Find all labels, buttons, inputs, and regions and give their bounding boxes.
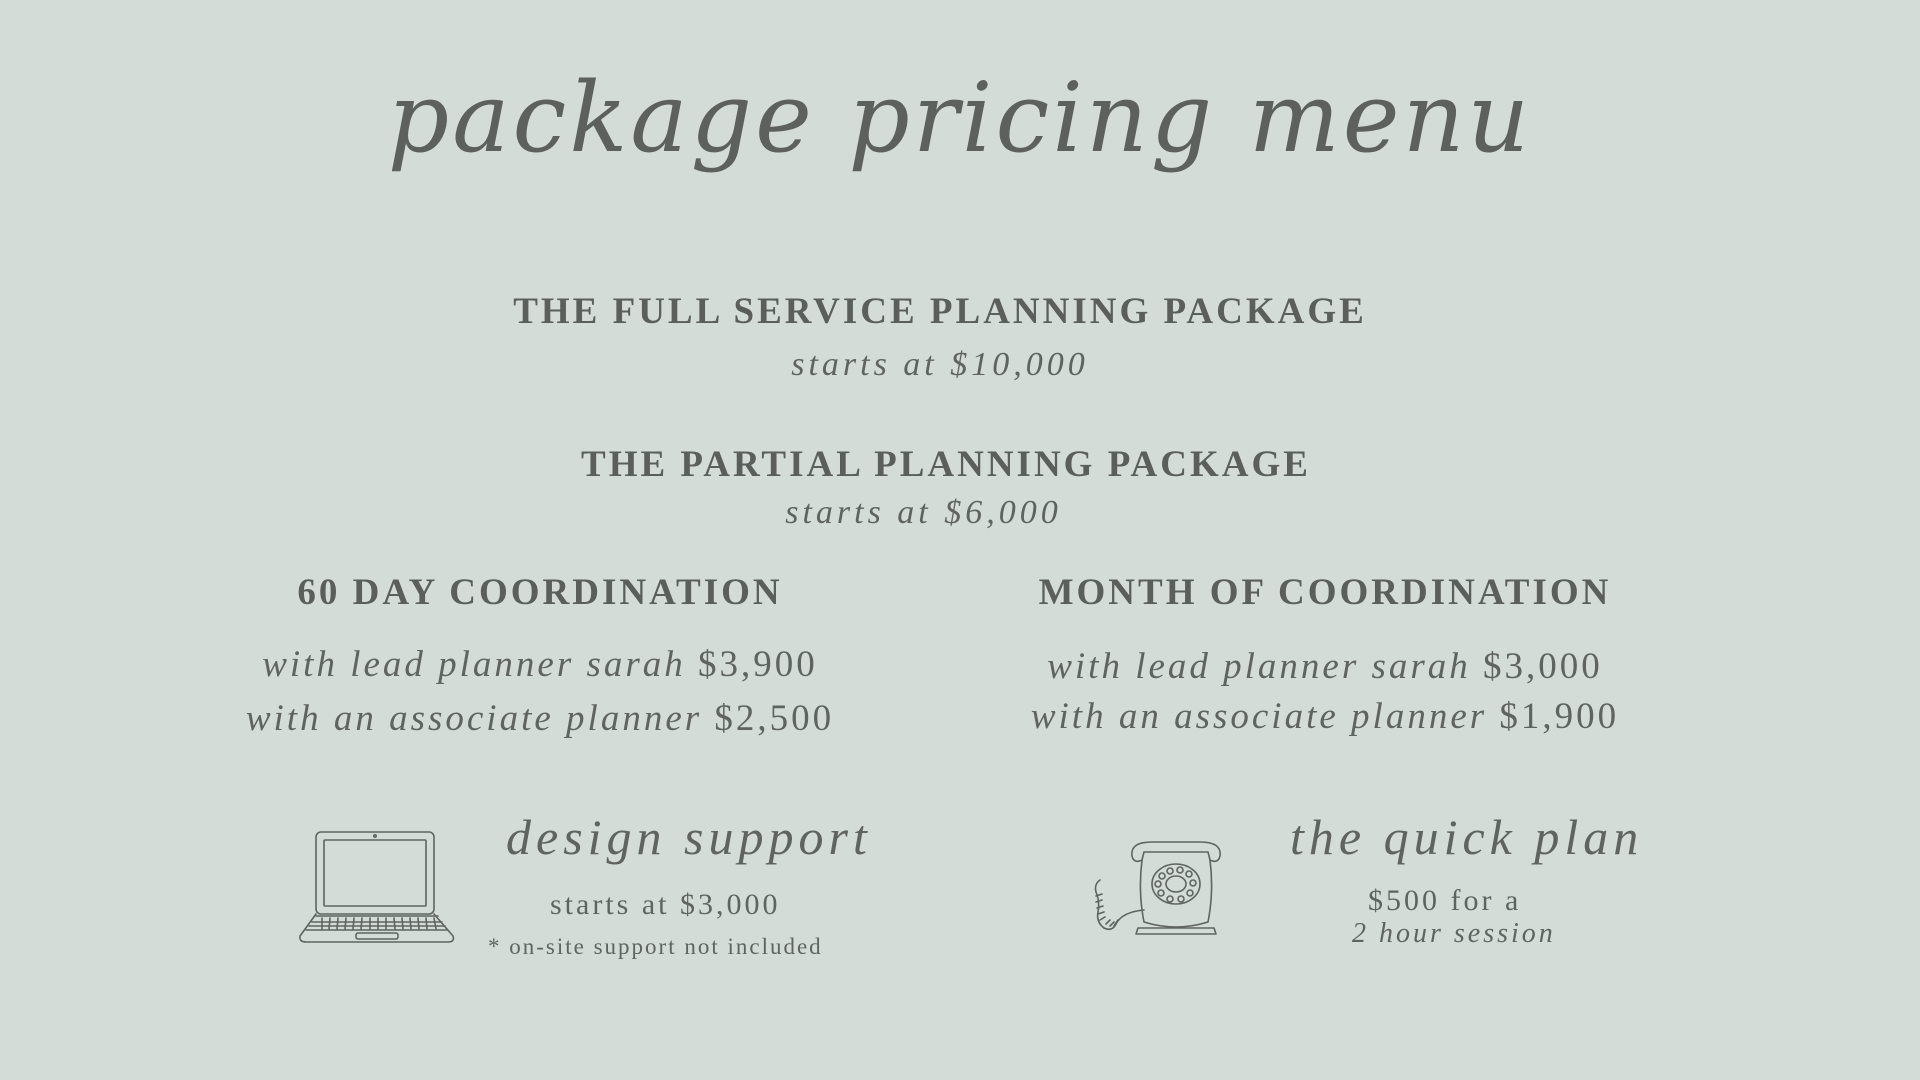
rotary-phone-icon [1092, 840, 1256, 940]
line-label: with lead planner sarah [262, 644, 686, 685]
service-quick-plan-title: the quick plan [1290, 809, 1644, 865]
package-partial-name: THE PARTIAL PLANNING PACKAGE [581, 444, 1311, 485]
coordination-60-day-line-lead [200, 643, 880, 686]
line-price: $3,000 [1483, 646, 1603, 687]
coordination-60-day-name: 60 DAY COORDINATION [297, 572, 783, 613]
coordination-month-of-line-lead [985, 645, 1665, 688]
page-title: package pricing menu [387, 62, 1533, 174]
coordination-month-of-name: MONTH OF COORDINATION [1038, 572, 1612, 613]
coordination-60-day-line-associate [200, 697, 880, 740]
laptop-icon [296, 830, 458, 946]
package-full-service-name: THE FULL SERVICE PLANNING PACKAGE [513, 291, 1367, 332]
package-partial-price: starts at $6,000 [785, 494, 1062, 531]
service-design-support-title: design support [506, 809, 872, 865]
line-price: $3,900 [698, 644, 818, 685]
coordination-month-of-line-associate [985, 695, 1665, 738]
line-price: $1,900 [1499, 696, 1620, 737]
service-quick-plan-note: 2 hour session [1352, 918, 1556, 949]
service-design-support-note: * on-site support not included [488, 934, 823, 959]
line-price: $2,500 [714, 698, 835, 739]
service-design-support-price: starts at $3,000 [550, 888, 781, 921]
line-label: with an associate planner [245, 698, 703, 739]
service-quick-plan-price: $500 for a [1368, 884, 1522, 917]
line-label: with lead planner sarah [1047, 646, 1471, 687]
package-full-service-price: starts at $10,000 [791, 346, 1089, 383]
line-label: with an associate planner [1030, 696, 1488, 737]
